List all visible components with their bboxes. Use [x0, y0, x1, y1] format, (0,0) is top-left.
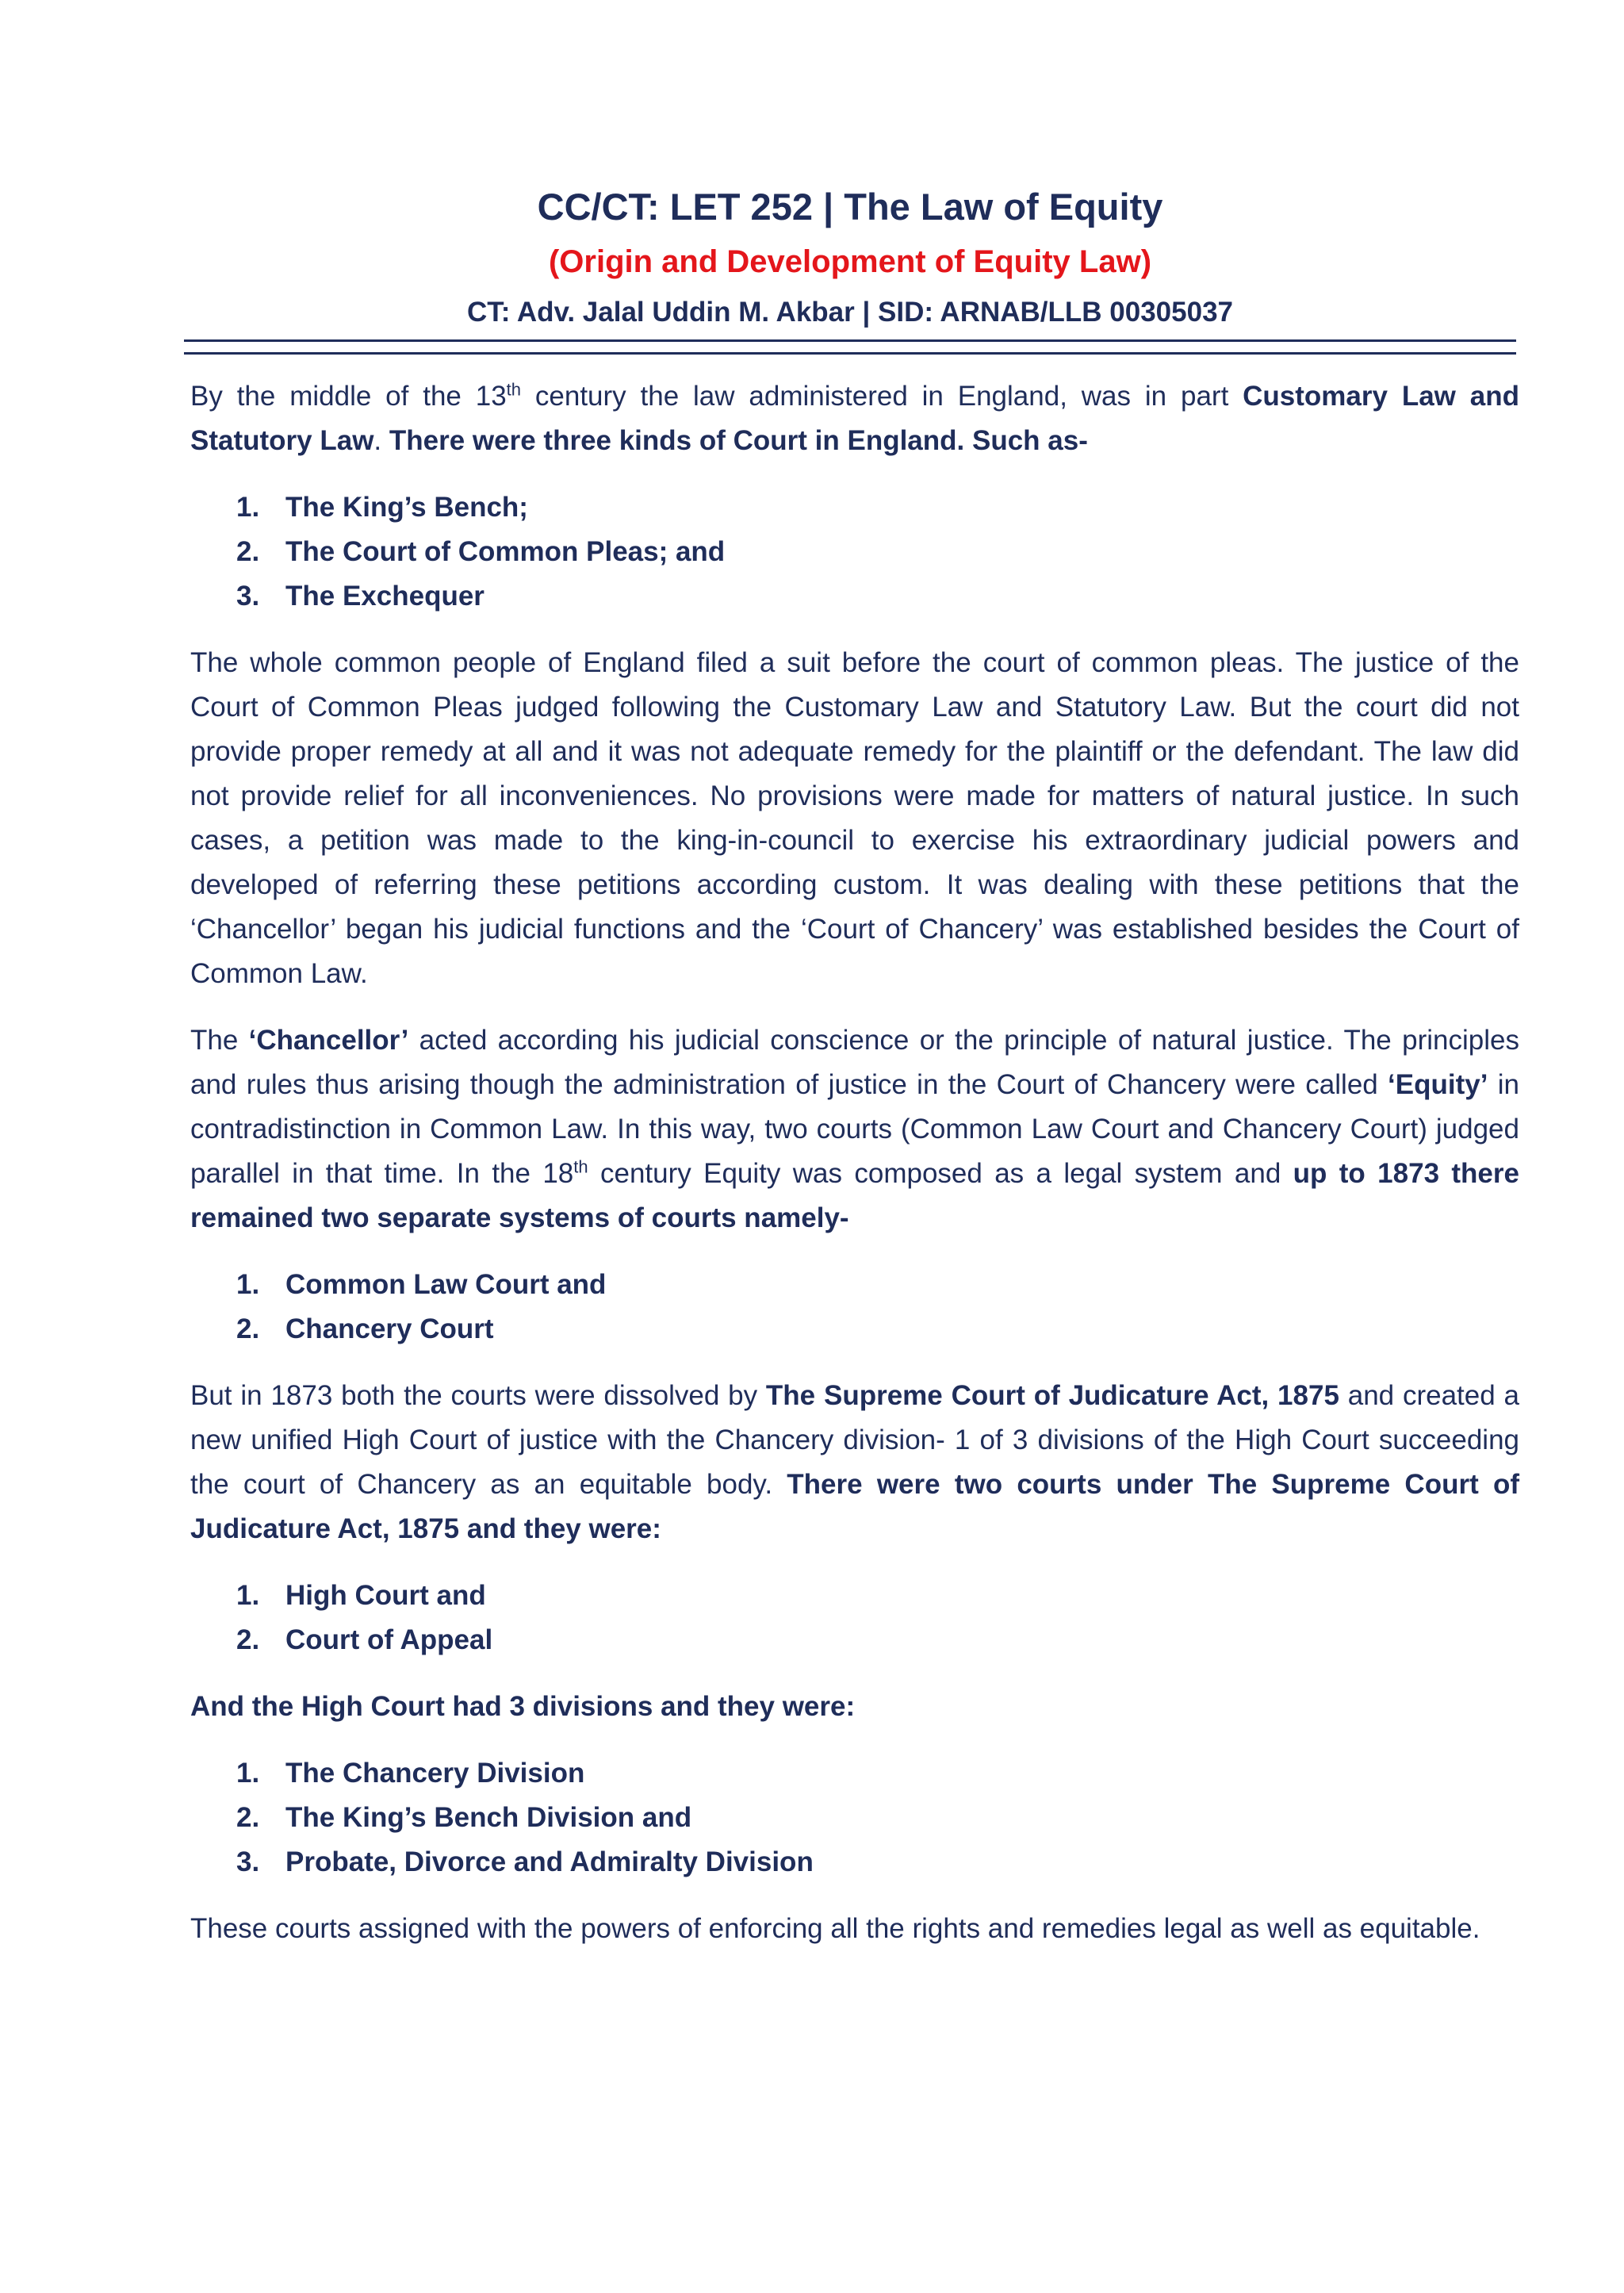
list-label: The Court of Common Pleas; and — [285, 536, 726, 567]
paragraph-text: . — [373, 425, 389, 456]
list-label: High Court and — [285, 1580, 486, 1611]
list-number: 2. — [236, 1313, 260, 1344]
list-item — [236, 485, 1519, 530]
document-subtitle: (Origin and Development of Equity Law) — [548, 244, 1152, 279]
paragraph-text: century the law administered in England, was in part — [521, 381, 1243, 412]
list-separate-systems — [190, 1263, 1519, 1352]
list-number: 2. — [236, 1624, 260, 1655]
list-number: 1. — [236, 492, 260, 523]
superscript: th — [506, 379, 522, 400]
list-label: Probate, Divorce and Admiralty Division — [285, 1846, 814, 1877]
paragraph-common-pleas: The whole common people of England filed a suit before the court of common pleas. The justice of the Court of Common Pleas judged following the Customary Law and Statutory Law. But the court did not provide proper remedy at all and it was not adequate remedy for the plaintiff or the defendant. The law did not provide relief for all inconveniences. No provisions were made for matters of natural justice. In such cases, a petition was made to the king-in-council to exercise his extraordinary judicial powers and developed of referring these petitions according custom. It was dealing with these petitions that the ‘Chancellor’ began his judicial functions and the ‘Court of Chancery’ was established besides the Court of Common Law. — [190, 647, 1519, 989]
paragraph-text: But in 1873 both the courts were dissolved by — [190, 1380, 766, 1411]
list-courts — [190, 485, 1519, 619]
list-number: 1. — [236, 1758, 260, 1789]
list-number: 2. — [236, 1802, 260, 1833]
bold-text: Customary Law and Statutory Law — [190, 381, 1519, 456]
list-label: Chancery Court — [285, 1313, 494, 1344]
list-item — [236, 1840, 1519, 1885]
list-item — [236, 1618, 1519, 1662]
paragraph-text: The — [190, 1025, 249, 1056]
list-number: 2. — [236, 536, 260, 567]
document-header — [184, 179, 1516, 336]
paragraph-text: By the middle of the 13 — [190, 381, 507, 412]
list-label: The Exchequer — [285, 581, 485, 612]
bold-text: There were three kinds of Court in England. Such as- — [389, 425, 1088, 456]
list-item — [236, 574, 1519, 619]
list-item — [236, 1263, 1519, 1307]
list-divisions — [190, 1751, 1519, 1885]
bold-text: up to 1873 there remained two separate systems of courts namely- — [190, 1158, 1519, 1233]
paragraph-text: acted according his judicial conscience or the principle of natural justice. The principles and rules thus arising though the administration of justice in the Court of Chancery were called — [190, 1025, 1519, 1100]
paragraph-text: century Equity was composed as a legal system and — [588, 1158, 1293, 1189]
bold-text: There were two courts under The Supreme Court of Judicature Act, 1875 and they were: — [190, 1469, 1519, 1544]
paragraph-text: and created a new unified High Court of justice with the Chancery division- 1 of 3 divisions of the High Court succeeding the court of Chancery as an equitable body. — [190, 1380, 1520, 1500]
list-two-courts — [190, 1574, 1519, 1662]
bold-text: ‘Chancellor’ — [248, 1025, 409, 1056]
list-number: 1. — [236, 1269, 260, 1300]
paragraph-intro — [190, 374, 1519, 463]
list-label: Court of Appeal — [285, 1624, 493, 1655]
list-number: 3. — [236, 581, 260, 612]
list-label: The King’s Bench; — [285, 492, 528, 523]
paragraph-text: in contradistinction in Common Law. In this way, two courts (Common Law Court and Chancery Court) judged parallel in that time. In the 18 — [190, 1069, 1519, 1189]
list-label: The Chancery Division — [285, 1758, 585, 1789]
superscript: th — [573, 1156, 588, 1177]
paragraph-high-court-divisions — [190, 1685, 1519, 1729]
bold-text: The Supreme Court of Judicature Act, 1875 — [765, 1380, 1339, 1411]
document-byline: CT: Adv. Jalal Uddin M. Akbar | SID: ARNAB/LLB 00305037 — [466, 297, 1234, 328]
paragraph-chancellor — [190, 1018, 1519, 1240]
list-number: 1. — [236, 1580, 260, 1611]
paragraph-judicature-act — [190, 1374, 1519, 1551]
bold-text: ‘Equity’ — [1388, 1069, 1488, 1100]
list-number: 3. — [236, 1846, 260, 1877]
bold-text: And the High Court had 3 divisions and they were: — [190, 1691, 856, 1722]
document-title: CC/CT: LET 252 | The Law of Equity — [537, 186, 1163, 228]
list-item — [236, 1796, 1519, 1840]
list-label: Common Law Court and — [285, 1269, 607, 1300]
list-item — [236, 1751, 1519, 1796]
paragraph-conclusion: These courts assigned with the powers of enforcing all the rights and remedies legal as well as equitable. — [190, 1913, 1480, 1944]
header-divider — [184, 339, 1516, 355]
list-item — [236, 1307, 1519, 1352]
list-label: The King’s Bench Division and — [285, 1802, 692, 1833]
document-body — [190, 374, 1519, 1973]
list-item — [236, 530, 1519, 574]
list-item — [236, 1574, 1519, 1618]
